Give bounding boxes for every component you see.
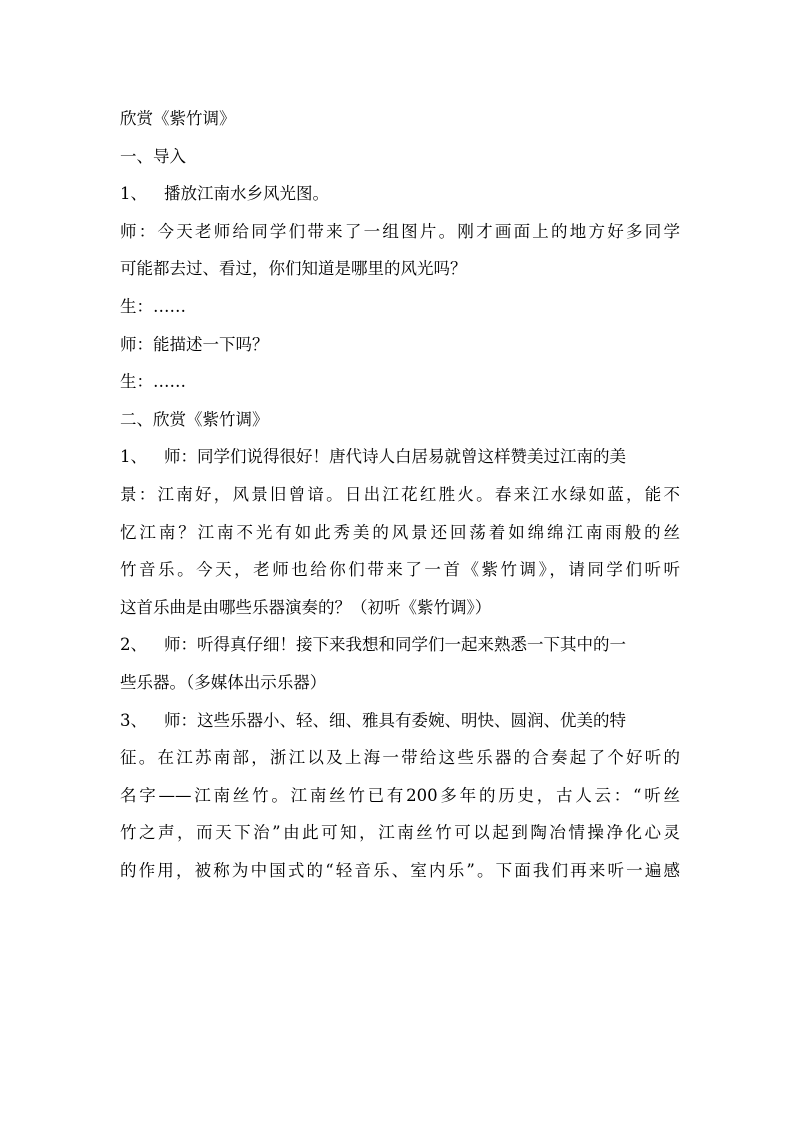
student-line: 生：…… <box>120 372 186 392</box>
section-heading-appreciation: 二、欣赏《紫竹调》 <box>120 409 269 429</box>
paragraph-line: 名字——江南丝竹。江南丝竹已有200多年的历史，古人云：“听丝 <box>120 785 680 805</box>
paragraph-line: 些乐器。（多媒体出示乐器） <box>120 672 327 692</box>
item-number: 2、 <box>120 635 147 655</box>
item-number: 3、 <box>120 710 147 730</box>
teacher-line: 可能都去过、看过，你们知道是哪里的风光吗？ <box>120 259 467 279</box>
document-body <box>120 100 680 889</box>
student-line: 生：…… <box>120 296 186 316</box>
item-text: 师：听得真仔细！接下来我想和同学们一起来熟悉一下其中的一 <box>164 635 626 655</box>
paragraph-line: 这首乐曲是由哪些乐器演奏的？（初听《紫竹调》） <box>120 597 492 617</box>
appreciation-item-1 <box>120 438 680 476</box>
paragraph-line: 竹音乐。今天，老师也给你们带来了一首《紫竹调》，请同学们听听 <box>120 560 680 580</box>
item-text: 播放江南水乡风光图。 <box>164 184 329 204</box>
lesson-title: 欣赏《紫竹调》 <box>120 109 236 128</box>
teacher-line: 师：今天老师给同学们带来了一组图片。刚才画面上的地方好多同学 <box>120 221 680 241</box>
item-number: 1、 <box>120 447 147 467</box>
item-number: 1、 <box>120 184 147 204</box>
item-text: 师：同学们说得很好！唐代诗人白居易就曾这样赞美过江南的美 <box>164 447 626 467</box>
appreciation-item-2 <box>120 626 680 664</box>
appreciation-item-3 <box>120 702 680 740</box>
paragraph-line: 的作用，被称为中国式的“轻音乐、室内乐”。下面我们再来听一遍感 <box>120 860 680 880</box>
paragraph-line: 忆江南？江南不光有如此秀美的风景还回荡着如绵绵江南雨般的丝 <box>120 522 680 542</box>
paragraph-line: 征。在江苏南部，浙江以及上海一带给这些乐器的合奏起了个好听的 <box>120 748 680 768</box>
paragraph-line: 竹之声，而天下治”由此可知，江南丝竹可以起到陶冶情操净化心灵 <box>120 823 680 843</box>
intro-item-1 <box>120 175 680 213</box>
paragraph-line: 景：江南好，风景旧曾谙。日出江花红胜火。春来江水绿如蓝，能不 <box>120 484 680 504</box>
section-heading-intro: 一、导入 <box>120 146 186 166</box>
item-text: 师：这些乐器小、轻、细、雅具有委婉、明快、圆润、优美的特 <box>164 710 626 730</box>
teacher-line: 师：能描述一下吗？ <box>120 334 269 354</box>
